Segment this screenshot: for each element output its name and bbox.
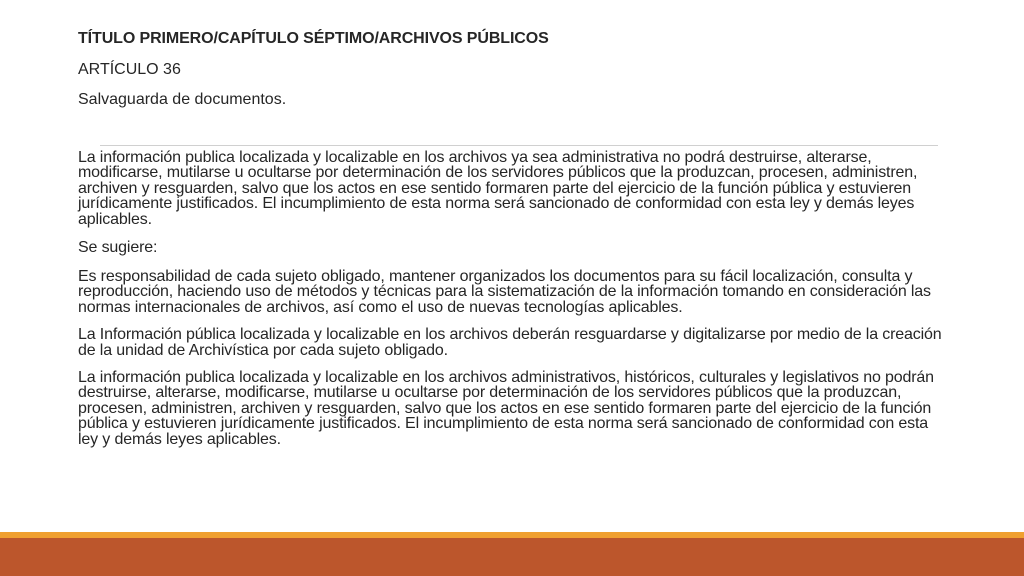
slide-heading: TÍTULO PRIMERO/CAPÍTULO SÉPTIMO/ARCHIVOS PÚBLICOS — [78, 30, 549, 47]
paragraph-suggestion-2: La Información pública localizada y localizable en los archivos deberán resguardarse y digitalizarse por medio de la creación de la unidad de Archivística por cada sujeto obligado. — [78, 326, 942, 359]
article-number: ARTÍCULO 36 — [78, 61, 181, 78]
paragraph-article-text: La información publica localizada y localizable en los archivos ya sea administrativa no podrá destruirse, alterarse, modificarse, mutilarse u ocultarse por determinación de los servidores públicos que la produzcan, procesen, administren, archiven y resguarden, salvo que los actos en ese sentido formaren parte del ejercicio de la función pública y estuvieren jurídicamente justificados. El incumplimiento de esta norma será sancionado de conformidad con esta ley y demás leyes aplicables. — [78, 149, 918, 228]
footer-band — [0, 538, 1024, 576]
divider-line — [100, 145, 938, 146]
paragraph-se-sugiere: Se sugiere: — [78, 239, 158, 257]
paragraph-suggestion-1: Es responsabilidad de cada sujeto obligado, mantener organizados los documentos para su fácil localización, consulta y reproducción, haciendo uso de métodos y técnicas para la sistematización de la información tomando en consideración las normas internacionales de archivos, así como el uso de nuevas tecnologías aplicables. — [78, 268, 931, 316]
paragraph-suggestion-3: La información publica localizada y localizable en los archivos administrativos, históricos, culturales y legislativos no podrán destruirse, alterarse, modificarse, mutilarse u ocultarse por determinación de los servidores públicos que la produzcan, procesen, administren, archiven y resguarden, salvo que los actos en ese sentido formaren parte del ejercicio de la función pública y estuvieren jurídicamente justificados. El incumplimiento de esta norma será sancionado de conformidad con esta ley y demás leyes aplicables. — [78, 369, 934, 448]
article-subtitle: Salvaguarda de documentos. — [78, 91, 287, 108]
body-text — [78, 150, 950, 459]
